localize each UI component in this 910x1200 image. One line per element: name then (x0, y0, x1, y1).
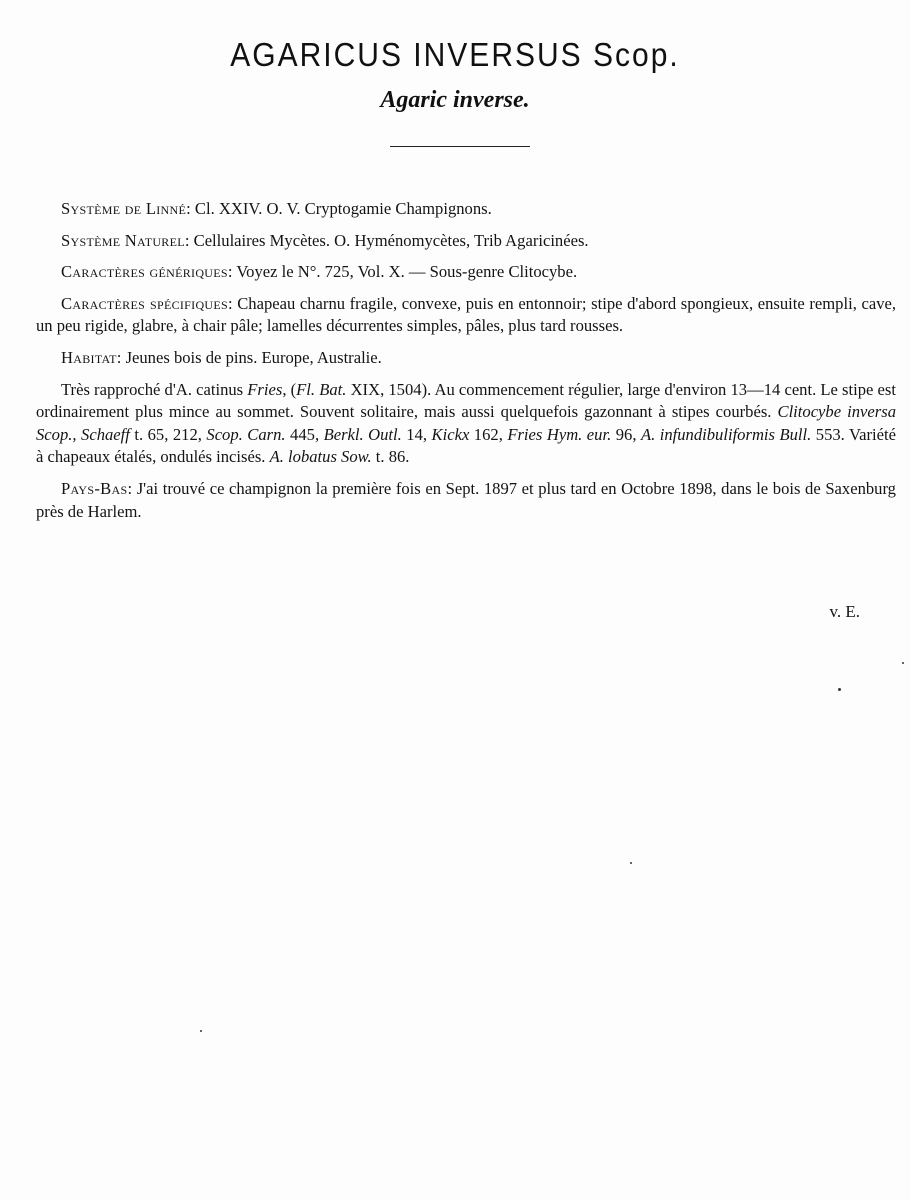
notes-t6: 14, (401, 424, 432, 444)
sep-paysbas: : (127, 478, 137, 498)
notes-i2: Fl. Bat. (296, 379, 347, 399)
label-linne: Système de Linné (61, 199, 187, 218)
notes-i8: A. infundibuliformis Bull. (640, 424, 812, 444)
text-specifiques: Chapeau charnu fragile, convexe, puis en entonnoir; stipe d'abord spongieux, ensuite rempli, cave, un peu rigide, glabre, à chair pâle; lamelles décurrentes simples, pâles, plus tard rousses. (36, 293, 896, 336)
text-paysbas: J'ai trouvé ce champignon la première fois en Sept. 1897 et plus tard en Octobre 1898, dans le bois de Saxenburg près de Harlem. (36, 478, 896, 521)
label-generiques: Caractères génériques (61, 262, 228, 282)
paragraph-naturel (36, 230, 896, 253)
sep-habitat: : (116, 347, 126, 367)
paragraph-linne (36, 198, 896, 221)
text-naturel: Cellulaires Mycètes. O. Hyménomycètes, Trib Agaricinées. (193, 230, 589, 250)
text-linne: Cl. XXIV. O. V. Cryptogamie Champignons. (194, 199, 492, 218)
paper-speck (630, 862, 632, 864)
notes-t1: Très rapproché d'A. catinus (61, 379, 248, 399)
notes-t7: 162, (469, 424, 508, 444)
notes-t3: XIX, 1504). Au commencement régulier, large d'environ 13—14 cent. Le stipe est ordinairement plus mince au sommet. Souvent solitaire, mais aussi quelquefois gazonnant à stipes courbés. (36, 379, 896, 422)
notes-i7: Fries Hym. eur. (507, 424, 612, 444)
notes-i6: Kickx (431, 424, 470, 444)
notes-t9: 553. Variété à chapeaux étalés, ondulés incisés. (36, 424, 896, 467)
text-generiques: Voyez le N°. 725, Vol. X. — Sous-genre Clitocybe. (236, 262, 578, 282)
author-signature: v. E. (829, 602, 860, 621)
notes-i5: Berkl. Outl. (323, 424, 402, 444)
paragraph-notes (36, 379, 896, 469)
notes-t5: 445, (285, 424, 324, 444)
label-specifiques: Caractères spécifiques (61, 293, 228, 313)
paper-speck (838, 688, 841, 691)
paragraph-generiques (36, 261, 896, 284)
title-divider (390, 146, 530, 147)
notes-t10: t. 86. (371, 447, 410, 467)
paragraph-habitat (36, 347, 896, 370)
paper-speck (902, 662, 904, 664)
paper-speck (200, 1030, 202, 1032)
notes-i1: Fries (247, 379, 283, 399)
document-body (36, 198, 896, 532)
page-subtitle: Agaric inverse. (380, 87, 530, 113)
paragraph-specifiques (36, 293, 896, 338)
text-habitat: Jeunes bois de pins. Europe, Australie. (125, 347, 382, 367)
notes-i9: A. lobatus Sow. (269, 447, 372, 467)
label-naturel: Système Naturel (61, 230, 185, 250)
notes-i4: Scop. Carn. (206, 424, 286, 444)
label-habitat: Habitat (61, 347, 117, 367)
notes-t8: 96, (611, 424, 641, 444)
notes-i3: Clitocybe inversa Scop., Schaeff (36, 402, 896, 444)
notes-t2: , ( (282, 379, 297, 399)
paragraph-paysbas (36, 478, 896, 523)
sep-naturel: : (184, 230, 194, 250)
sep-linne: : (186, 199, 195, 218)
label-paysbas: Pays-Bas (61, 478, 128, 498)
page-title: AGARICUS INVERSUS Scop. (230, 36, 680, 74)
notes-t4: t. 65, 212, (129, 424, 207, 444)
sep-specifiques: : (227, 293, 238, 313)
sep-generiques: : (227, 262, 237, 282)
